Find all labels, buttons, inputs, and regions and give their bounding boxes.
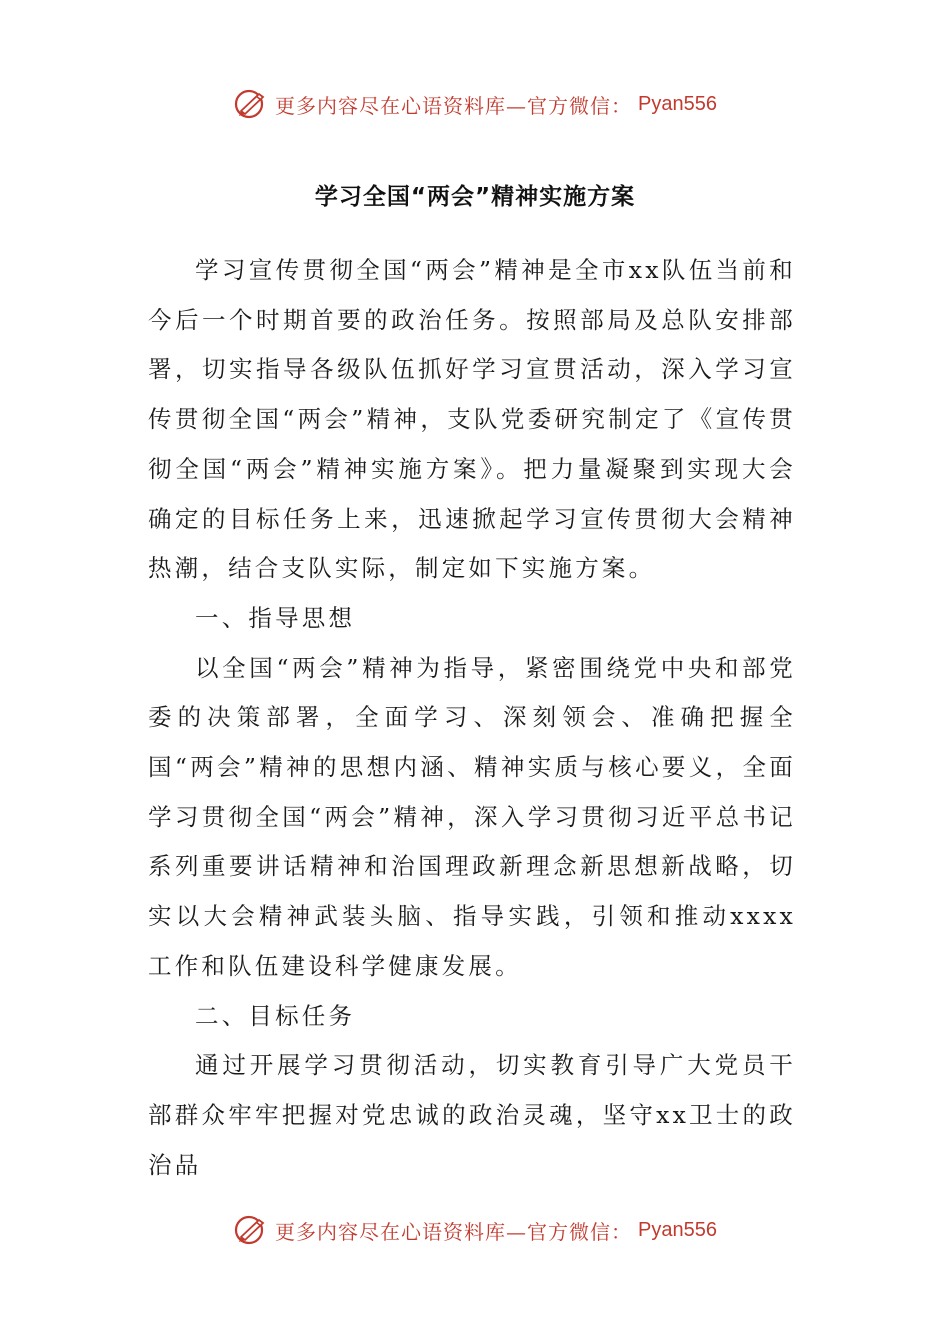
- intro-paragraph: 学习宣传贯彻全国“两会”精神是全市xx队伍当前和今后一个时期首要的政治任务。按照部局及总队安排部署，切实指导各级队伍抓好学习宣贯活动，深入学习宣传贯彻全国“两会”精神，支队党委研究制定了《宣传贯彻全国“两会”精神实施方案》。把力量凝聚到实现大会确定的目标任务上来，迅速掀起学习宣传贯彻大会精神热潮，结合支队实际，制定如下实施方案。: [148, 256, 796, 583]
- watermark-text: 更多内容尽在心语资料库—官方微信：: [275, 1219, 633, 1244]
- guiding-thought-paragraph: 以全国“两会”精神为指导，紧密围绕党中央和部党委的决策部署，全面学习、深刻领会、准确把握全国“两会”精神的思想内涵、精神实质与核心要义，全面学习贯彻全国“两会”精神，深入学习贯彻习近平总书记系列重要讲话精神和治国理政新理念新思想新战略，切实以大会精神武装头脑、指导实践，引领和推动xxxx工作和队伍建设科学健康发展。: [148, 653, 796, 980]
- pen-logo-icon: [233, 1212, 269, 1248]
- watermark-wechat-id: Pyan556: [638, 92, 717, 115]
- section-heading-objectives: 二、目标任务: [195, 1001, 356, 1030]
- objectives-paragraph: 通过开展学习贯彻活动，切实教育引导广大党员干部群众牢牢把握对党忠诚的政治灵魂，坚守xx卫士的政治品: [148, 1051, 796, 1179]
- watermark-text: 更多内容尽在心语资料库—官方微信：: [275, 93, 633, 118]
- document-body: [148, 246, 796, 1190]
- header-watermark: [0, 86, 950, 122]
- section-heading-guiding-thought: 一、指导思想: [195, 603, 356, 632]
- footer-watermark: [0, 1212, 950, 1248]
- document-title: 学习全国“两会”精神实施方案: [314, 184, 636, 210]
- pen-logo-icon: [233, 86, 269, 122]
- watermark-wechat-id: Pyan556: [638, 1218, 717, 1241]
